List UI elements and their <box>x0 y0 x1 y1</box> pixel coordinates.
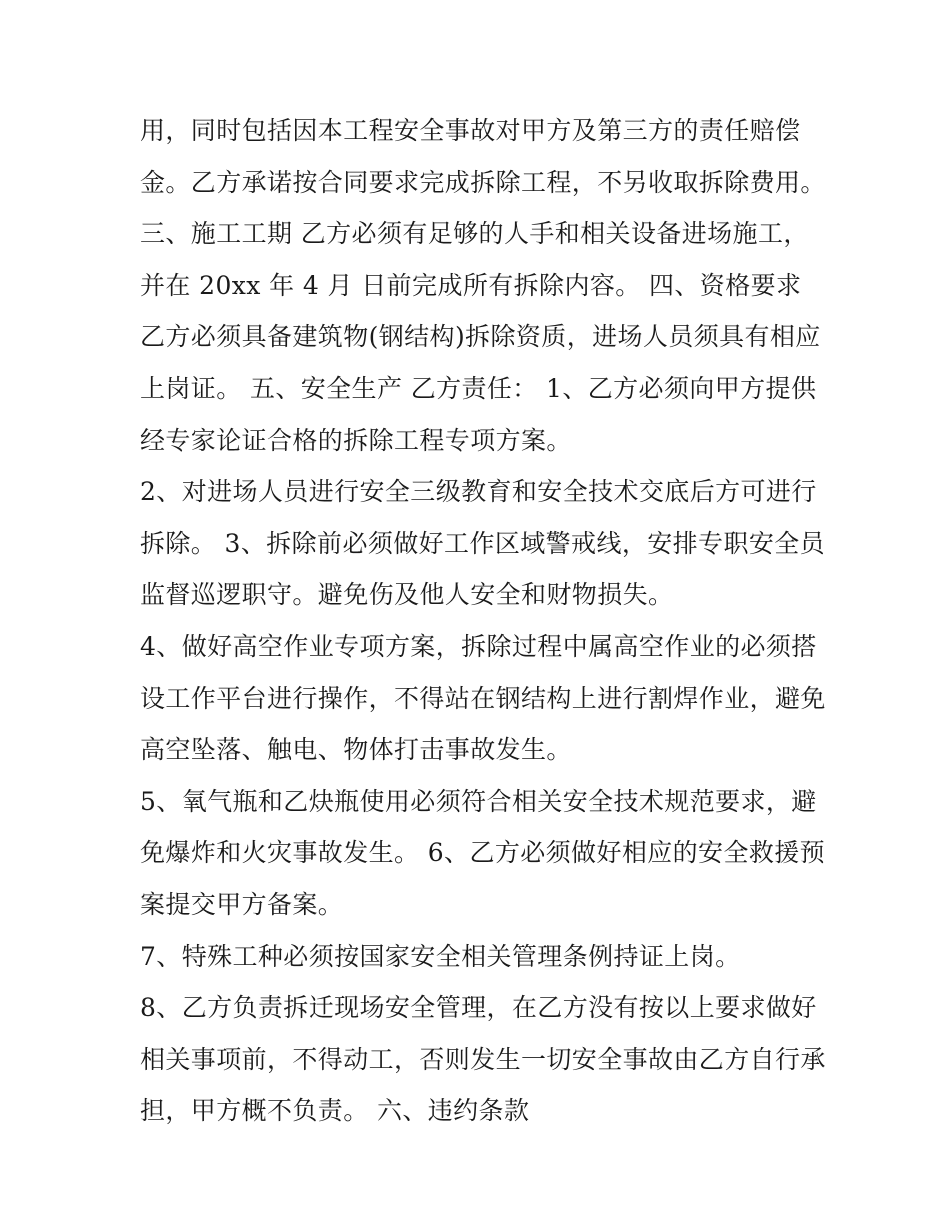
text-line: 拆除。 3、拆除前必须做好工作区域警戒线，安排专职安全员 <box>140 528 826 558</box>
text-line: 高空坠落、触电、物体打击事故发生。 <box>140 735 572 765</box>
text-line: 并在 20xx 年 4 月 日前完成所有拆除内容。 四、资格要求 <box>140 270 802 300</box>
text-line: 4、做好高空作业专项方案，拆除过程中属高空作业的必须搭 <box>140 631 817 661</box>
text-line: 2、对进场人员进行安全三级教育和安全技术交底后方可进行 <box>140 477 817 507</box>
text-line: 案提交甲方备案。 <box>140 889 344 919</box>
text-line: 设工作平台进行操作，不得站在钢结构上进行割焊作业，避免 <box>140 683 826 713</box>
text-line: 相关事项前，不得动工，否则发生一切安全事故由乙方自行承 <box>140 1044 826 1074</box>
text-line: 监督巡逻职守。避免伤及他人安全和财物损失。 <box>140 580 674 610</box>
text-line: 5、氧气瓶和乙炔瓶使用必须符合相关安全技术规范要求，避 <box>140 786 817 816</box>
text-line: 用，同时包括因本工程安全事故对甲方及第三方的责任赔偿 <box>140 116 801 145</box>
text-line: 担，甲方概不负责。 六、违约条款 <box>140 1096 530 1126</box>
text-line: 乙方必须具备建筑物(钢结构)拆除资质，进场人员须具有相应 <box>140 322 821 352</box>
text-line: 7、特殊工种必须按国家安全相关管理条例持证上岗。 <box>140 941 741 971</box>
text-line: 免爆炸和火灾事故发生。 6、乙方必须做好相应的安全救援预 <box>140 838 826 868</box>
text-line: 上岗证。 五、安全生产 乙方责任： 1、乙方必须向甲方提供 <box>140 373 817 403</box>
text-line: 经专家论证合格的拆除工程专项方案。 <box>140 425 572 455</box>
text-line: 三、施工工期 乙方必须有足够的人手和相关设备进场施工， <box>140 219 809 249</box>
text-line: 8、乙方负责拆迁现场安全管理，在乙方没有按以上要求做好 <box>140 993 817 1023</box>
text-line: 金。乙方承诺按合同要求完成拆除工程，不另收取拆除费用。 <box>140 167 826 197</box>
document-body <box>140 105 830 1137</box>
